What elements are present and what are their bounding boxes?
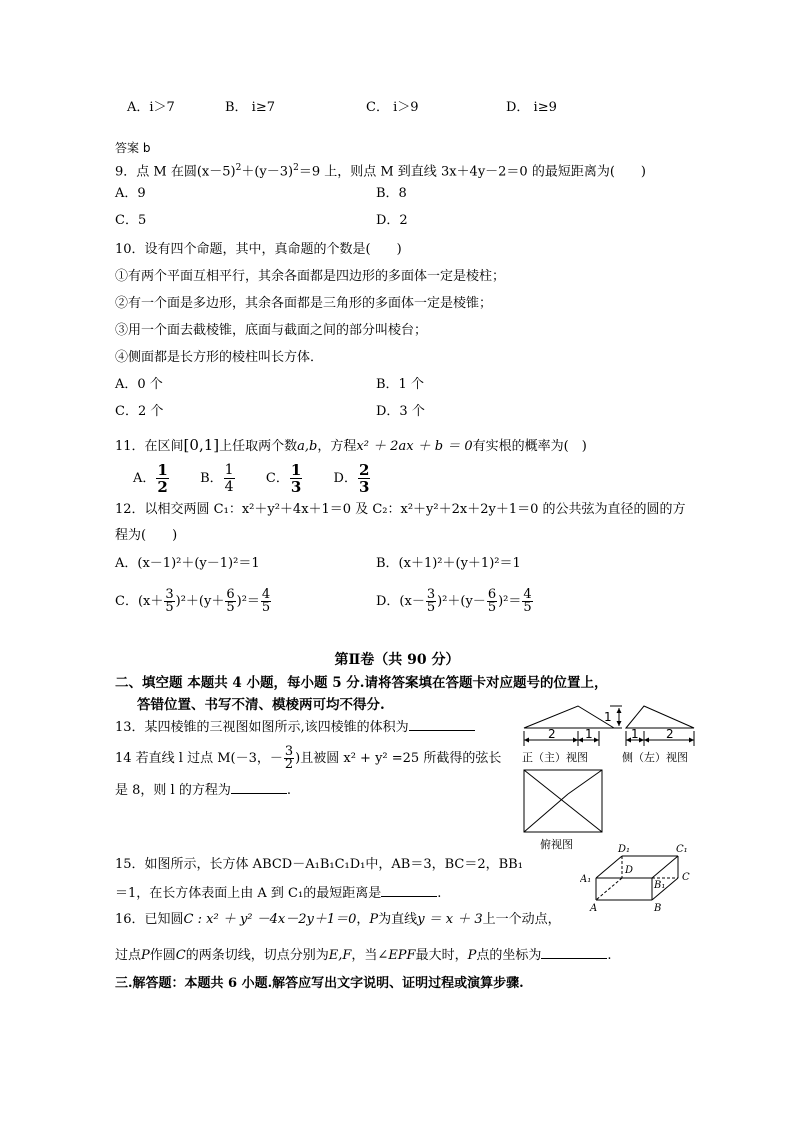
q12-stem-line2: 程为( ) bbox=[115, 528, 178, 543]
q12-option-b: B．(x＋1)²＋(y＋1)²＝1 bbox=[376, 556, 521, 571]
label-a1: A₁ bbox=[580, 874, 592, 885]
height-dim: 1 bbox=[604, 710, 612, 724]
answer-label: 答案 b bbox=[115, 141, 151, 155]
q12-option-d: D．(x－ $\frac{3}{5}$ )²＋(y－ $\frac{6}{5}$ )²＝ $\frac{4}{5}$ bbox=[376, 587, 532, 615]
front-view-triangle bbox=[524, 706, 614, 728]
q12-option-a: A．(x－1)²＋(y－1)²＝1 bbox=[115, 556, 260, 571]
q11-option-c: C． $\frac{1}{3}$ bbox=[265, 461, 302, 496]
q11-option-b: B． $\frac{1}{4}$ bbox=[200, 462, 234, 495]
label-b: B bbox=[654, 903, 662, 914]
section-2-header-line2: 答错位置、书写不清、模棱两可均不得分. bbox=[137, 697, 385, 713]
q15-answer-blank[interactable] bbox=[381, 883, 437, 897]
q10-option-a: A．0 个 bbox=[115, 377, 163, 392]
q10-stem: 10．设有四个命题，其中，真命题的个数是( ) bbox=[115, 242, 402, 257]
q8-option-d: D． i≥9 bbox=[506, 100, 557, 115]
q16-stem-line1: 16．已知圆C : x² ＋ y² －4x－2y＋1＝0，P为直线y ＝ x ＋ 3上一个动点， bbox=[115, 912, 561, 927]
q12-stem-line1: 12．以相交两圆 C₁：x²＋y²＋4x＋1＝0 及 C₂：x²＋y²＋2x＋2y＋1＝0 的公共弦为直径的圆的方 bbox=[115, 502, 686, 517]
q15-stem-line2: ＝1，在长方体表面上由 A 到 C₁的最短距离是 . bbox=[115, 883, 441, 902]
section-3-header: 三.解答题：本题共 6 小题.解答应写出文字说明、证明过程或演算步骤. bbox=[115, 976, 524, 991]
three-view-figure bbox=[518, 702, 708, 852]
q14-stem-line1: 14 若直线 l 过点 M(－3，－ $\frac{3}{2}$ )且被圆 x² + y² =25 所截得的弦长 bbox=[115, 744, 502, 772]
q9-option-c: C．5 bbox=[115, 213, 147, 228]
q11-option-a: A． $\frac{1}{2}$ bbox=[133, 461, 168, 496]
side-dim-right: 2 bbox=[666, 727, 674, 741]
q10-option-d: D．3 个 bbox=[376, 404, 425, 419]
label-b1: B₁ bbox=[654, 880, 666, 891]
q9-option-d: D．2 bbox=[376, 213, 408, 228]
q10-prop-3: ③用一个面去截棱锥，底面与截面之间的部分叫棱台； bbox=[115, 323, 428, 338]
q9-option-b: B．8 bbox=[376, 186, 407, 201]
label-c1: C₁ bbox=[676, 844, 688, 855]
q13-answer-blank[interactable] bbox=[409, 717, 475, 731]
front-view-caption: 正（主）视图 bbox=[522, 751, 588, 764]
side-view-caption: 侧（左）视图 bbox=[622, 751, 688, 764]
q11-options bbox=[133, 462, 371, 496]
label-d: D bbox=[625, 865, 634, 876]
q14-answer-blank[interactable] bbox=[231, 780, 287, 794]
q10-prop-2: ②有一个面是多边形，其余各面都是三角形的多面体一定是棱锥； bbox=[115, 296, 493, 311]
q8-option-b: B． i≥7 bbox=[225, 100, 276, 115]
label-c: C bbox=[682, 872, 690, 883]
q10-option-c: C．2 个 bbox=[115, 404, 164, 419]
q15-stem-line1: 15．如图所示，长方体 ABCD－A₁B₁C₁D₁中，AB＝3，BC＝2，BB₁ bbox=[115, 857, 523, 872]
q10-option-b: B．1 个 bbox=[376, 377, 424, 392]
label-d1: D₁ bbox=[618, 844, 631, 855]
part-2-title: 第Ⅱ卷（共 90 分） bbox=[334, 652, 460, 668]
front-dim-right: 1 bbox=[585, 727, 593, 741]
side-dim-left: 1 bbox=[631, 727, 639, 741]
q10-prop-4: ④侧面都是长方形的棱柱叫长方体． bbox=[115, 350, 324, 365]
q13-stem: 13．某四棱锥的三视图如图所示,该四棱锥的体积为 bbox=[115, 717, 475, 736]
q11-stem: 11．在区间[0,1]上任取两个数a,b，方程x² ＋ 2ax ＋ b ＝ 0有实根的概率为( ) bbox=[115, 436, 587, 454]
q8-option-c: C． i＞9 bbox=[366, 100, 419, 115]
q8-option-a: A．i＞7 bbox=[127, 100, 175, 115]
q14-stem-line2: 是 8，则 l 的方程为 . bbox=[115, 780, 291, 799]
q12-option-c: C．(x＋ $\frac{3}{5}$ )²＋(y＋ $\frac{6}{5}$ )²＝ $\frac{4}{5}$ bbox=[115, 587, 271, 615]
q9-option-a: A．9 bbox=[115, 186, 146, 201]
side-view-triangle bbox=[626, 706, 694, 728]
q11-option-d: D． $\frac{2}{3}$ bbox=[333, 461, 370, 496]
q9-stem: 9．点 M 在圆$(x-5)^2+(y-3)^2=9$ 上，则点 M 到直线 3x＋4y－2＝0 的最短距离为( ) bbox=[115, 163, 646, 180]
label-a: A bbox=[590, 903, 598, 914]
q16-stem-line2: 过点P作圆C的两条切线，切点分别为E,F，当∠EPF最大时，P点的坐标为 . bbox=[115, 945, 612, 964]
q16-answer-blank[interactable] bbox=[541, 945, 607, 959]
q10-prop-1: ①有两个平面互相平行，其余各面都是四边形的多面体一定是棱柱； bbox=[115, 269, 506, 284]
top-view-caption: 俯视图 bbox=[540, 838, 573, 851]
front-dim-left: 2 bbox=[548, 727, 556, 741]
section-2-header-line1: 二、填空题 本题共 4 小题，每小题 5 分.请将答案填在答题卡对应题号的位置上， bbox=[115, 675, 608, 691]
cuboid-figure bbox=[580, 842, 694, 914]
